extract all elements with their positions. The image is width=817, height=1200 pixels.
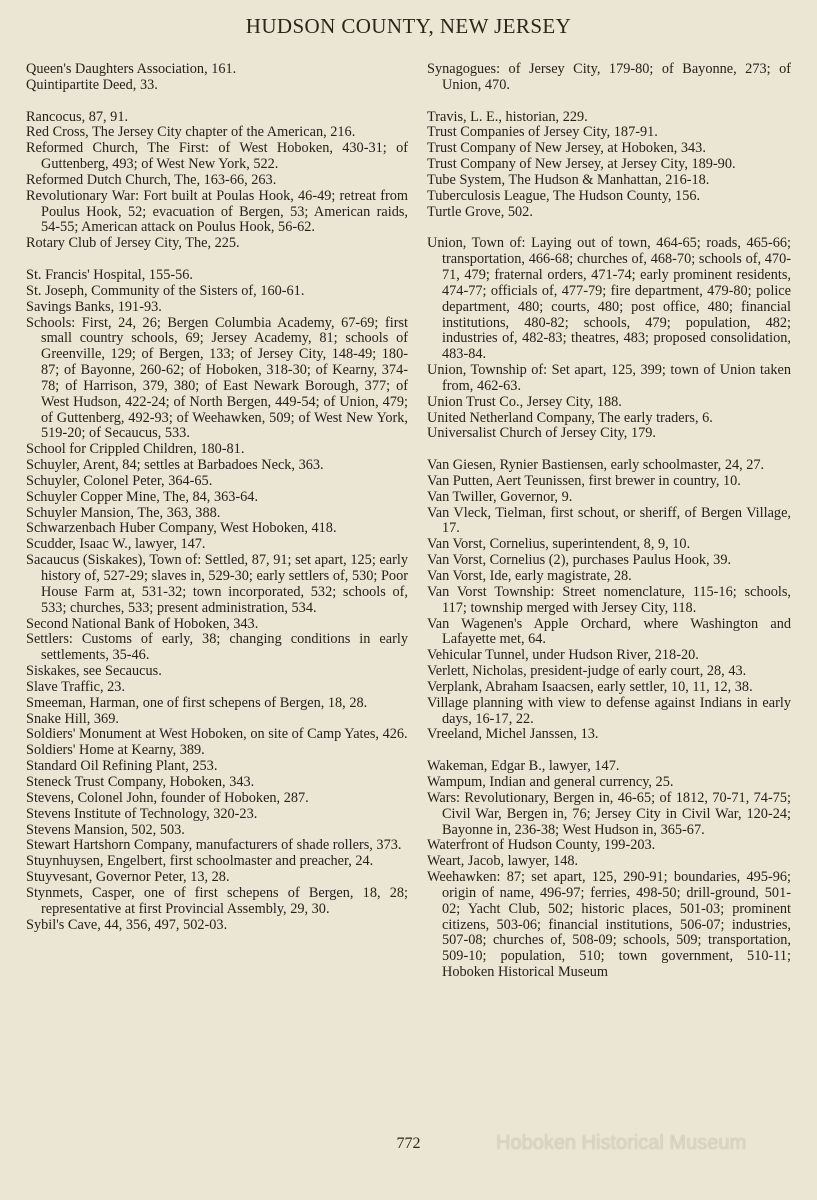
- index-entry: St. Joseph, Community of the Sisters of, 160-61.: [26, 282, 305, 299]
- index-entry: Verlett, Nicholas, president-judge of early court, 28, 43.: [427, 663, 747, 680]
- index-entry: Union, Town of: Laying out of town, 464-65; roads, 465-66; transportation, 466-68; churches of, 468-70; schools of, 470-71, 479; fraternal orders, 471-74; early prominent residents, 474-77; officials of, 477-79; fire department, 479-80; police department, 480; courts, 480; post office, 480; financial institutions, 480-82; schools, 479; population, 482; industries of, 482-83; theatres, 483; proposed consolidation, 483-84.: [427, 235, 791, 363]
- index-entry: Vreeland, Michel Janssen, 13.: [427, 726, 599, 743]
- letter-group-gap: [427, 220, 791, 236]
- index-entry: Trust Companies of Jersey City, 187-91.: [427, 124, 658, 141]
- index-entry: Waterfront of Hudson County, 199-203.: [427, 837, 656, 854]
- index-entry: Verplank, Abraham Isaacsen, early settler, 10, 11, 12, 38.: [427, 678, 753, 695]
- index-entry: Quintipartite Deed, 33.: [26, 76, 158, 93]
- index-entry: Wampum, Indian and general currency, 25.: [427, 773, 674, 790]
- index-entry: Schools: First, 24, 26; Bergen Columbia Academy, 67-69; first small country schools, 69; Jersey Academy, 81; schools of Greenville, 129; of Bergen, 133; of Jersey City, 148-49; 180-87; of Bayonne, 260-62; of Hoboken, 318-30; of Kearny, 374-78; of Harrison, 379, 380; of East Newark Borough, 377; of West Hudson, 422-24; of North Bergen, 449-54; of Union, 479; of Guttenberg, 492-93; of Weehawken, 509; of West New York, 519-20; of Secaucus, 533.: [26, 314, 408, 442]
- index-entry: Standard Oil Refining Plant, 253.: [26, 758, 218, 775]
- right-index-column: [427, 62, 791, 981]
- index-entry: Queen's Daughters Association, 161.: [26, 61, 237, 77]
- index-entry: Schuyler, Arent, 84; settles at Barbadoes Neck, 363.: [26, 457, 324, 474]
- index-entry: Stevens Institute of Technology, 320-23.: [26, 805, 258, 822]
- index-entry: Stuynhuysen, Engelbert, first schoolmaster and preacher, 24.: [26, 853, 374, 870]
- index-entry: Tuberculosis League, The Hudson County, 156.: [427, 187, 701, 204]
- index-entry: Union Trust Co., Jersey City, 188.: [427, 393, 622, 410]
- index-entry: Red Cross, The Jersey City chapter of the American, 216.: [26, 124, 356, 141]
- index-entry: Smeeman, Harman, one of first schepens of Bergen, 18, 28.: [26, 694, 368, 711]
- letter-group-gap: [427, 442, 791, 458]
- index-entry: Van Vleck, Tielman, first schout, or sheriff, of Bergen Village, 17.: [427, 504, 791, 537]
- index-entry: Reformed Church, The First: of West Hoboken, 430-31; of Guttenberg, 493; of West New York, 522.: [26, 140, 408, 173]
- index-entry: Weart, Jacob, lawyer, 148.: [427, 853, 579, 870]
- index-entry: Schwarzenbach Huber Company, West Hoboken, 418.: [26, 520, 337, 537]
- index-entry: Van Vorst, Ide, early magistrate, 28.: [427, 568, 632, 584]
- index-entry: Sybil's Cave, 44, 356, 497, 502-03.: [26, 916, 228, 933]
- index-entry: Van Giesen, Rynier Bastiensen, early schoolmaster, 24, 27.: [427, 457, 765, 474]
- index-entry: Sacaucus (Siskakes), Town of: Settled, 87, 91; set apart, 125; early history of, 527-29; slaves in, 529-30; early settlers of, 530; Poor House Farm at, 531-32; town incorporated, 532; schools of, 533; churches, 533; present administration, 534.: [26, 552, 408, 616]
- index-entry: Wars: Revolutionary, Bergen in, 46-65; of 1812, 70-71, 74-75; Civil War, Bergen in, 76; Jersey City in Civil War, 120-24; Bayonne in, 236-38; West Hudson in, 365-67.: [427, 789, 791, 838]
- index-entry: Van Vorst, Cornelius, superintendent, 8, 9, 10.: [427, 536, 691, 553]
- letter-group-gap: [26, 252, 408, 268]
- index-entry: Trust Company of New Jersey, at Hoboken, 343.: [427, 140, 706, 157]
- index-entry: Slave Traffic, 23.: [26, 678, 126, 695]
- index-entry: Siskakes, see Secaucus.: [26, 663, 162, 680]
- index-entry: Synagogues: of Jersey City, 179-80; of Bayonne, 273; of Union, 470.: [427, 61, 791, 93]
- index-entry: Savings Banks, 191-93.: [26, 298, 162, 315]
- index-entry: Soldiers' Monument at West Hoboken, on site of Camp Yates, 426.: [26, 726, 408, 743]
- index-entry: Village planning with view to defense against Indians in early days, 16-17, 22.: [427, 694, 791, 727]
- index-entry: Schuyler, Colonel Peter, 364-65.: [26, 472, 213, 489]
- index-entry: Stynmets, Casper, one of first schepens of Bergen, 18, 28; representative at first Provincial Assembly, 29, 30.: [26, 884, 408, 917]
- index-entry: Steneck Trust Company, Hoboken, 343.: [26, 773, 255, 790]
- index-entry: Soldiers' Home at Kearny, 389.: [26, 742, 205, 759]
- index-entry: St. Francis' Hospital, 155-56.: [26, 266, 193, 283]
- index-entry: Union, Township of: Set apart, 125, 399; town of Union taken from, 462-63.: [427, 362, 791, 394]
- index-entry: Stuyvesant, Governor Peter, 13, 28.: [26, 869, 230, 886]
- index-entry: Van Vorst, Cornelius (2), purchases Paulus Hook, 39.: [427, 552, 732, 569]
- index-entry: Second National Bank of Hoboken, 343.: [26, 615, 259, 632]
- letter-group-gap: [427, 743, 791, 759]
- index-entry: Stevens, Colonel John, founder of Hoboken, 287.: [26, 789, 309, 806]
- index-entry: Rancocus, 87, 91.: [26, 108, 129, 125]
- page-header: HUDSON COUNTY, NEW JERSEY: [245, 14, 572, 38]
- index-entry: Universalist Church of Jersey City, 179.: [427, 425, 656, 442]
- index-entry: Trust Company of New Jersey, at Jersey City, 189-90.: [427, 156, 736, 173]
- index-entry: Stewart Hartshorn Company, manufacturers of shade rollers, 373.: [26, 837, 402, 854]
- index-entry: Vehicular Tunnel, under Hudson River, 218-20.: [427, 647, 699, 664]
- index-entry: Wakeman, Edgar B., lawyer, 147.: [427, 758, 620, 775]
- index-entry: Stevens Mansion, 502, 503.: [26, 821, 185, 838]
- letter-group-gap: [427, 94, 791, 110]
- index-entry: School for Crippled Children, 180-81.: [26, 441, 245, 458]
- index-entry: Van Wagenen's Apple Orchard, where Washington and Lafayette met, 64.: [427, 615, 791, 648]
- left-index-column: [26, 62, 408, 933]
- letter-group-gap: [26, 94, 408, 110]
- index-entry: Turtle Grove, 502.: [427, 203, 533, 220]
- index-entry: Schuyler Mansion, The, 363, 388.: [26, 504, 221, 521]
- index-entry: Van Vorst Township: Street nomenclature, 115-16; schools, 117; township merged with Jersey City, 118.: [427, 583, 791, 616]
- index-entry: Settlers: Customs of early, 38; changing conditions in early settlements, 35-46.: [26, 631, 408, 664]
- museum-watermark: Hoboken Historical Museum: [496, 1132, 747, 1154]
- index-entry: Snake Hill, 369.: [26, 710, 119, 727]
- index-entry: Schuyler Copper Mine, The, 84, 363-64.: [26, 488, 259, 505]
- index-entry: Van Putten, Aert Teunissen, first brewer in country, 10.: [427, 472, 741, 489]
- index-entry: Reformed Dutch Church, The, 163-66, 263.: [26, 171, 277, 188]
- index-entry: United Netherland Company, The early traders, 6.: [427, 409, 713, 426]
- index-entry: Weehawken: 87; set apart, 125, 290-91; boundaries, 495-96; origin of name, 496-97; ferries, 498-50; drill-ground, 501-02; Yacht Club, 502; historic places, 501-03; prominent citizens, 503-06; financial institutions, 506-07; industries, 507-08; churches of, 508-09; schools, 509; transportation, 509-10; population, 510; town government, 510-11; Hoboken Historical Museum: [427, 869, 791, 981]
- index-entry: Travis, L. E., historian, 229.: [427, 108, 588, 125]
- page-number: 772: [396, 1135, 421, 1152]
- index-entry: Revolutionary War: Fort built at Poulas Hook, 46-49; retreat from Poulus Hook, 52; evacuation of Bergen, 53; American raids, 54-55; American attack on Poulus Hook, 56-62.: [26, 187, 408, 236]
- index-entry: Tube System, The Hudson & Manhattan, 216-18.: [427, 171, 710, 188]
- index-entry: Van Twiller, Governor, 9.: [427, 488, 573, 505]
- index-entry: Scudder, Isaac W., lawyer, 147.: [26, 536, 206, 553]
- index-entry: Rotary Club of Jersey City, The, 225.: [26, 235, 240, 252]
